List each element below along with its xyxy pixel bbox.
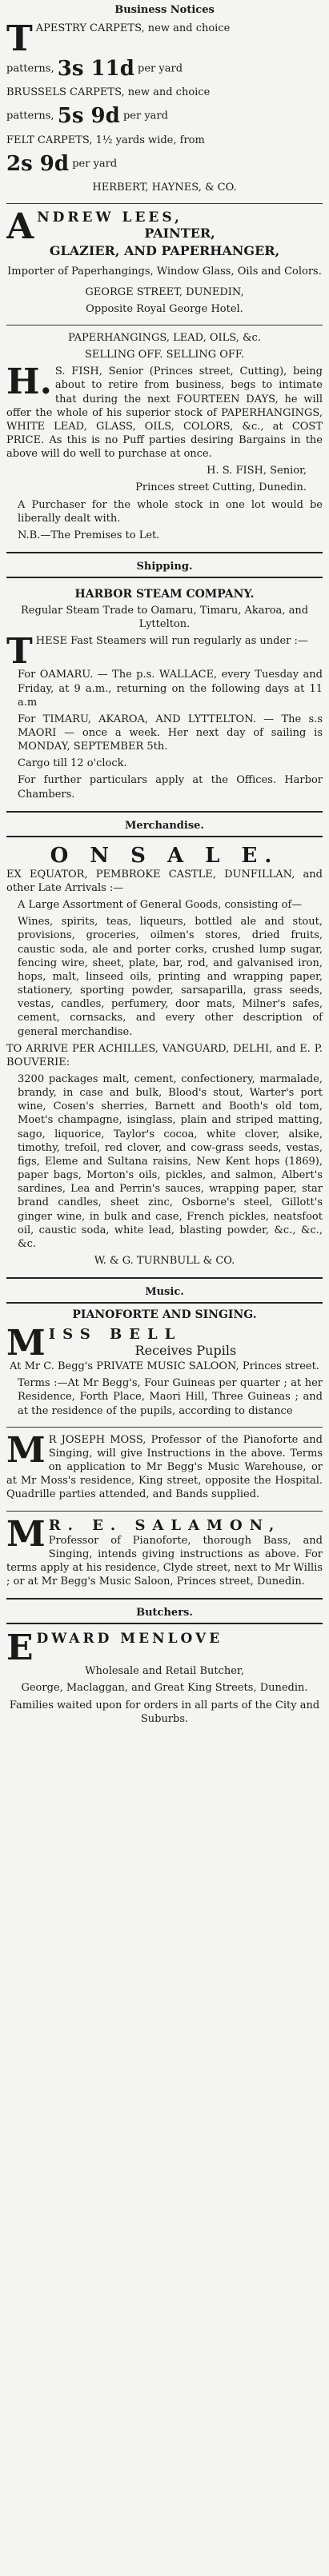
section-header-merchandise: Merchandise.: [125, 819, 204, 832]
fish-sign2: Princes street Cutting, Dunedin.: [135, 481, 307, 494]
newspaper-page: [6, 0, 323, 1731]
salamon-name: R. E. SALAMON,: [48, 1516, 282, 1534]
lees-body: Importer of Paperhangings, Window Glass, Oils and Colors.: [7, 266, 322, 278]
ad-turnbull: [6, 842, 323, 1272]
drop-cap: M: [6, 1326, 46, 1360]
drop-cap: M: [6, 1516, 46, 1555]
lees-addr1: GEORGE STREET, DUNEDIN,: [85, 286, 244, 298]
shipping-timaru: For TIMARU, AKAROA, AND LYTTELTON. — The s.s MAORI — once a week. Her next day of sailing is MONDAY, SEPTEMBER 5th.: [18, 713, 323, 753]
lees-line1: PAINTER,: [144, 226, 215, 242]
shipping-intro: Regular Steam Trade to Oamaru, Timaru, Akaroa, and Lyttelton.: [20, 605, 309, 631]
drop-cap: T: [6, 634, 33, 669]
section-header-shipping: Shipping.: [136, 561, 193, 573]
menlove-line1: Wholesale and Retail Butcher,: [85, 1665, 244, 1678]
ad-carpets: [6, 20, 323, 199]
fish-nb: N.B.—The Premises to Let.: [18, 529, 160, 541]
moss-body: R JOSEPH MOSS, Professor of the Pianoforte and Singing, will give Instructions in the above. Terms on application to Mr Begg's Music Warehouse, or at Mr Moss's residence, King street, opposite the Hospital. Quadrille parties attended, and Bands supplied.: [6, 1433, 323, 1501]
fish-title2: SELLING OFF. SELLING OFF.: [84, 349, 245, 361]
menlove-name: DWARD MENLOVE: [36, 1631, 223, 1647]
drop-cap: M: [6, 1432, 46, 1471]
carpets-patterns1: patterns,: [6, 62, 54, 75]
bell-name: ISS BELL: [48, 1326, 183, 1344]
shipping-title: HARBOR STEAM COMPANY.: [74, 588, 255, 601]
carpets-per1: per yard: [138, 62, 183, 75]
shipping-cargo: Cargo till 12 o'clock.: [18, 757, 127, 770]
section-header-butchers: Butchers.: [136, 1607, 193, 1619]
ad-lees: [6, 208, 323, 320]
section-header-music: Music.: [145, 1286, 184, 1299]
drop-cap: A: [6, 210, 34, 244]
ad-harbor-steam: [6, 583, 323, 806]
ad-moss: [6, 1432, 323, 1507]
bell-line1: Receives Pupils: [134, 1343, 237, 1359]
carpets-line3: FELT CARPETS, 1½ yards wide, from: [6, 134, 205, 146]
ad-fish: [6, 329, 323, 547]
carpets-sign: HERBERT, HAYNES, & CO.: [92, 182, 237, 194]
lees-line2: GLAZIER, AND PAPERHANGER,: [49, 243, 280, 259]
lees-name: NDREW LEES,: [37, 210, 183, 226]
salamon-body: Professor of Pianoforte, thorough Bass, and Singing, intends giving instructions as above. For terms apply at his residence, Clyde street, next to Mr Willis ; or at Mr Begg's Music Saloon, Princes street, Dunedin.: [6, 1534, 323, 1588]
carpets-line2: BRUSSELS CARPETS, new and choice: [6, 86, 211, 99]
merch-list2: 3200 packages malt, cement, confectionery, marmalade, brandy, in case and bulk, Blood's stout, Warter's port wine, Cosen's sherries, Barnett and Booth's old tom, Moet's champagne, isinglass, plain and striped matting, sago, liquorice, Taylor's cocoa, white clover, alsike, timothy, trefoil, red clover, and cow-grass seeds, vestas, figs, Eleme and Sultana raisins, New Kent hops (1869), paper bags, Morton's oils, pickles, and salmon, Albert's sardines, Lea and Perrin's sauces, wrapping paper, star brand candles, sheet zinc, Osborne's steel, Gillott's ginger wine, in bulk and case, French pickles, neatsfoot oil, caustic soda, white lead, blasting powder, &c., &c., &c.: [18, 1072, 323, 1250]
merch-intro: A Large Assortment of General Goods, consisting of—: [18, 899, 303, 912]
merch-sign: W. & G. TURNBULL & CO.: [94, 1255, 235, 1267]
shipping-steam: HESE Fast Steamers will run regularly as under :—: [35, 635, 308, 648]
shipping-further: For further particulars apply at the Offices. Harbor Chambers.: [18, 774, 323, 801]
price-tapestry: 3s 11d: [57, 57, 134, 81]
ad-menlove: [6, 1629, 323, 1731]
merch-arrive: TO ARRIVE PER ACHILLES, VANGUARD, DELHI, and E. P. BOUVERIE:: [6, 1042, 323, 1068]
bell-line2: At Mr C. Begg's PRIVATE MUSIC SALOON, Princes street.: [10, 1360, 319, 1373]
merch-ex: EX EQUATOR, PEMBROKE CASTLE, DUNFILLAN, and other Late Arrivals :—: [6, 868, 323, 894]
fish-sign1: H. S. FISH, Senior,: [207, 465, 307, 477]
drop-cap: E: [6, 1631, 34, 1665]
carpets-patterns2: patterns,: [6, 110, 54, 123]
ad-miss-bell: [6, 1324, 323, 1423]
ad-salamon: [6, 1516, 323, 1594]
menlove-line2: George, Maclaggan, and Great King Streets, Dunedin.: [21, 1682, 308, 1695]
drop-cap: H.: [6, 365, 52, 403]
music-title: PIANOFORTE AND SINGING.: [72, 1308, 257, 1322]
merch-list1: Wines, spirits, teas, liqueurs, bottled ale and stout, provisions, groceries, oilmen's stores, dried fruits, caustic soda, ale and porter corks, crushed lump sugar, fencing wire, sheet, plate, bar, rod, and galvanised iron, hops, malt, linseed oils, printing and wrapping paper, stationery, sporting powder, sarsaparilla, grass seeds, vestas, candles, perfumery, door mats, Milner's safes, cement, cornsacks, and every other description of general merchandise.: [18, 916, 323, 1038]
fish-title1: PAPERHANGINGS, LEAD, OILS, &c.: [68, 331, 261, 344]
shipping-oamaru: For OAMARU. — The p.s. WALLACE, every Tuesday and Friday, at 9 a.m., returning on the following days at 11 a.m: [18, 669, 323, 709]
menlove-note: Families waited upon for orders in all parts of the City and Suburbs.: [9, 1699, 320, 1725]
lees-addr2: Opposite Royal George Hotel.: [86, 302, 243, 315]
bell-terms: Terms :—At Mr Begg's, Four Guineas per quarter ; at her Residence, Forth Place, Maori Hill, Three Guineas ; and at the residence of the pupils, according to distance: [18, 1377, 323, 1417]
section-header-business: Business Notices: [114, 4, 215, 16]
fish-note: A Purchaser for the whole stock in one lot would be liberally dealt with.: [18, 498, 323, 525]
price-felt: 2s 9d: [6, 151, 70, 176]
fish-body: S. FISH, Senior (Princes street, Cutting), being about to retire from business, begs to intimate that during the next FOURTEEN DAYS, he will offer the whole of his superior stock of PAPERHANGINGS, WHITE LEAD, GLASS, OILS, COLORS, &c., at COST PRICE. As this is no Puff parties desiring Bargains in the above will do well to purchase at once.: [6, 365, 323, 461]
carpets-per3: per yard: [72, 158, 118, 170]
merch-title: O N S A L E.: [50, 843, 279, 868]
carpets-per2: per yard: [122, 110, 168, 123]
drop-cap: T: [6, 22, 33, 55]
carpets-line1: APESTRY CARPETS, new and choice: [35, 22, 231, 34]
price-brussels: 5s 9d: [57, 104, 120, 129]
